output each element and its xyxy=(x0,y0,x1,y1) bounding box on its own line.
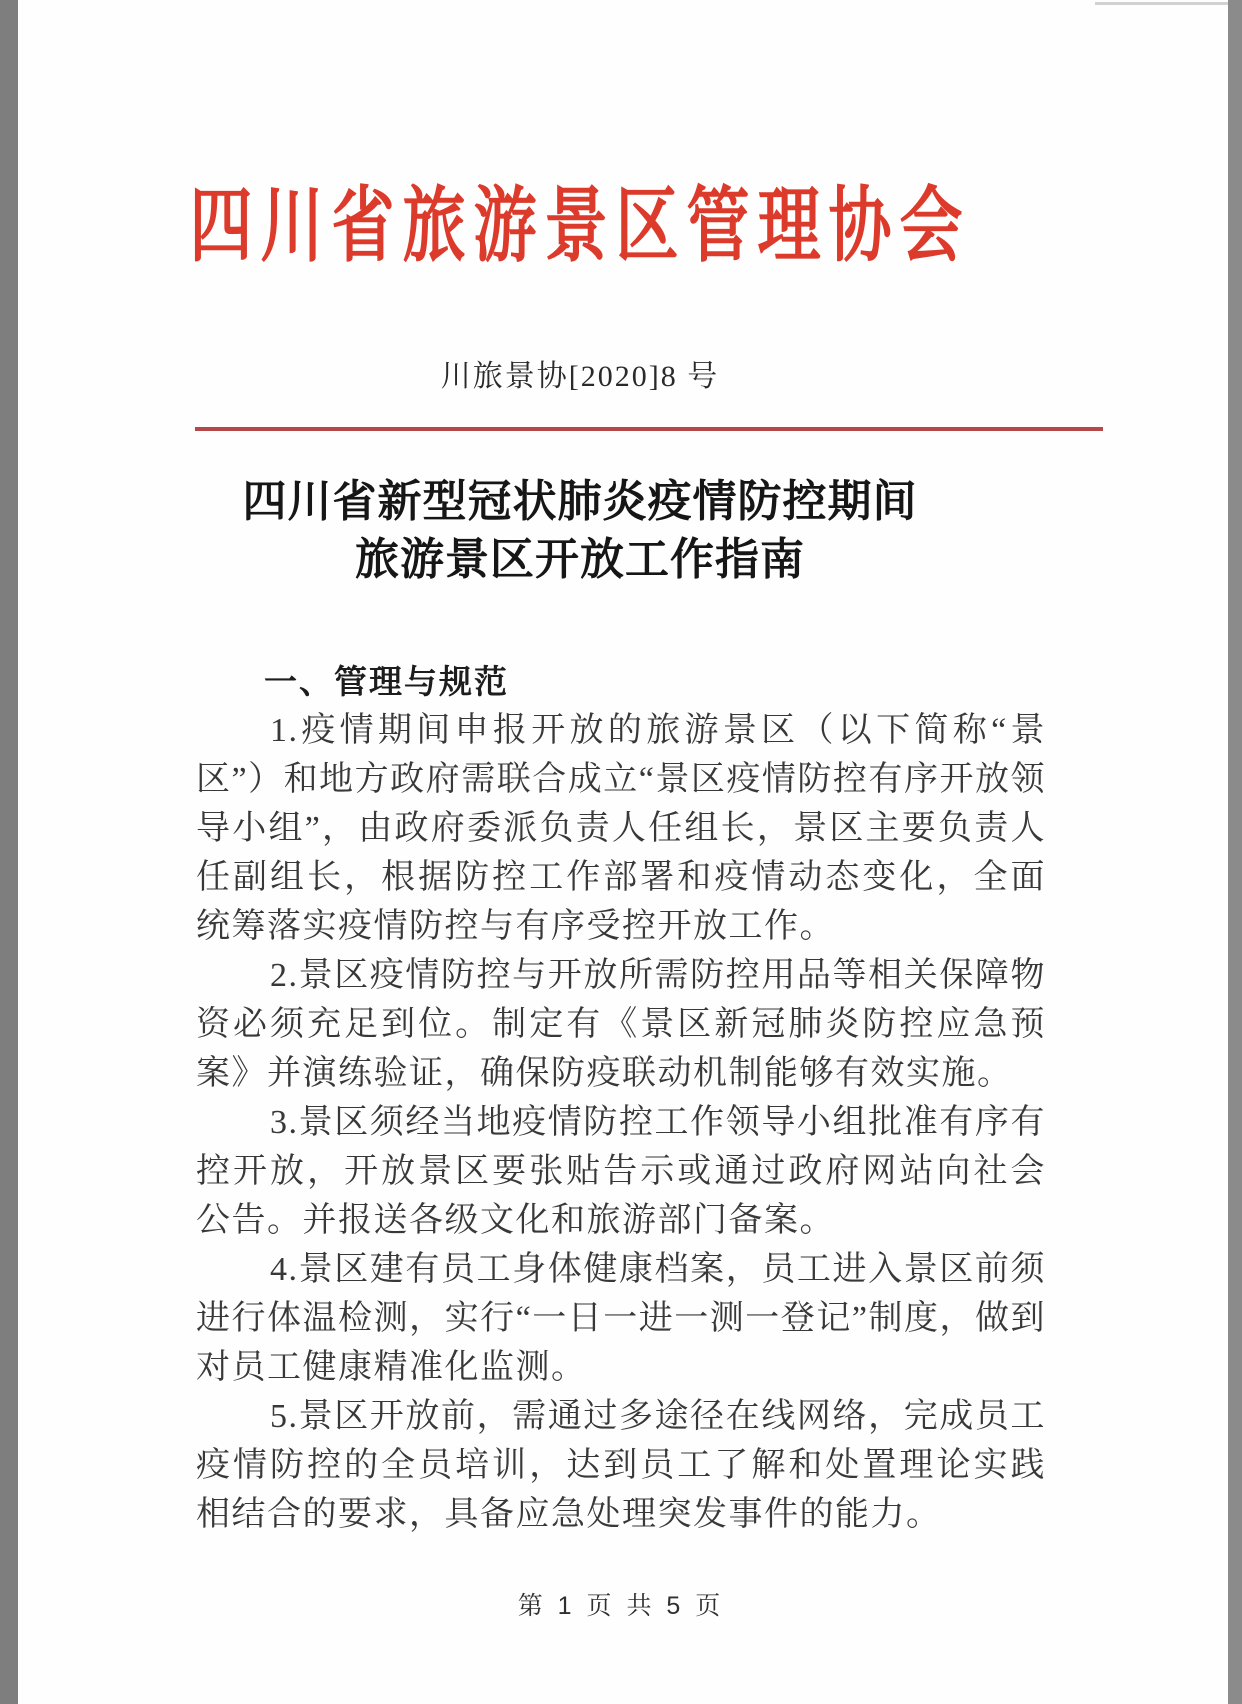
doc-title-line2: 旅游景区开放工作指南 xyxy=(355,535,805,584)
paragraph-2: 2.景区疫情防控与开放所需防控用品等相关保障物资必须充足到位。制定有《景区新冠肺炎防控应急预案》并演练验证，确保防疫联动机制能够有效实施。 xyxy=(196,957,1046,1092)
doc-title-line1: 四川省新型冠状肺炎疫情防控期间 xyxy=(242,477,918,526)
paragraph-4: 4.景区建有员工身体健康档案，员工进入景区前须进行体温检测，实行“一日一进一测一登记”制度，做到对员工健康精准化监测。 xyxy=(196,1251,1046,1386)
page-footer: 第 1 页 共 5 页 xyxy=(517,1592,725,1620)
scan-edge-right xyxy=(1228,0,1242,1704)
paragraph-1: 1.疫情期间申报开放的旅游景区（以下简称“景区”）和地方政府需联合成立“景区疫情防控有序开放领导小组”，由政府委派负责人任组长，景区主要负责人任副组长，根据防控工作部署和疫情动态变化，全面统筹落实疫情防控与有序受控开放工作。 xyxy=(196,712,1046,945)
paragraph-5: 5.景区开放前，需通过多途径在线网络，完成员工疫情防控的全员培训，达到员工了解和处置理论实践相结合的要求，具备应急处理突发事件的能力。 xyxy=(196,1398,1046,1533)
scan-artifact-line xyxy=(1095,2,1228,5)
doc-number: 川旅景协[2020]8 号 xyxy=(440,360,720,393)
paragraph-3: 3.景区须经当地疫情防控工作领导小组批准有序有控开放，开放景区要张贴告示或通过政府网站向社会公告。并报送各级文化和旅游部门备案。 xyxy=(196,1104,1046,1239)
org-title-text: 四川省旅游景区管理协会 xyxy=(189,180,971,272)
document-body xyxy=(196,657,1046,1539)
org-title xyxy=(0,180,1160,272)
section-heading: 一、管理与规范 xyxy=(264,663,509,700)
red-rule-divider xyxy=(195,427,1103,431)
doc-title xyxy=(0,473,1160,589)
